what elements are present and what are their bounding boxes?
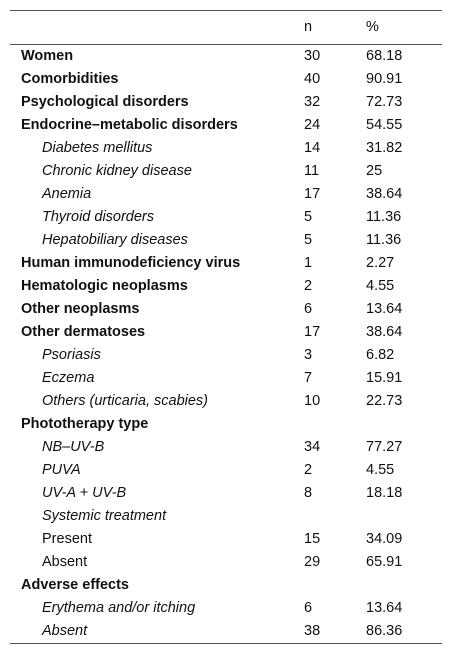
row-label-cell: NB–UV-B — [42, 439, 105, 455]
row-label-cell: Systemic treatment — [42, 508, 167, 524]
table-row — [10, 160, 442, 183]
row-percent-cell: 13.64 — [366, 600, 403, 616]
row-label-cell: Phototherapy type — [21, 416, 149, 432]
row-n-cell: 30 — [304, 48, 321, 64]
row-label-cell: Chronic kidney disease — [42, 163, 192, 179]
row-label-cell: Other neoplasms — [21, 301, 140, 317]
row-label-cell: Other dermatoses — [21, 324, 146, 340]
table-row — [10, 137, 442, 160]
row-percent-cell: 38.64 — [366, 186, 403, 202]
row-n-cell: 17 — [304, 324, 321, 340]
header-percent-cell: % — [366, 19, 379, 35]
table-row — [10, 620, 442, 643]
row-percent-cell: 13.64 — [366, 301, 403, 317]
table-row — [10, 229, 442, 252]
data-table — [10, 10, 442, 644]
row-percent-cell: 68.18 — [366, 48, 403, 64]
table-row — [10, 597, 442, 620]
row-n-cell: 38 — [304, 623, 321, 639]
row-percent-cell: 31.82 — [366, 140, 403, 156]
table-row — [10, 390, 442, 413]
row-label-cell: UV-A + UV-B — [42, 485, 127, 501]
row-label-cell: Eczema — [42, 370, 95, 386]
row-percent-cell: 65.91 — [366, 554, 403, 570]
table-row — [10, 482, 442, 505]
row-n-cell: 15 — [304, 531, 321, 547]
row-label-cell: Hematologic neoplasms — [21, 278, 188, 294]
row-percent-cell: 72.73 — [366, 94, 403, 110]
table-row — [10, 528, 442, 551]
row-percent-cell: 90.91 — [366, 71, 403, 87]
row-label-cell: Others (urticaria, scabies) — [42, 393, 208, 409]
table-row — [10, 505, 442, 528]
row-label-cell: Erythema and/or itching — [42, 600, 196, 616]
row-n-cell: 17 — [304, 186, 321, 202]
row-label-cell: Hepatobiliary diseases — [42, 232, 188, 248]
table-bottom-rule — [10, 643, 442, 644]
row-label-cell: Absent — [42, 623, 88, 639]
table-row — [10, 551, 442, 574]
row-n-cell: 5 — [304, 209, 313, 225]
row-percent-cell: 38.64 — [366, 324, 403, 340]
row-n-cell: 6 — [304, 301, 313, 317]
row-label-cell: Human immunodeficiency virus — [21, 255, 241, 271]
header-n-cell: n — [304, 19, 313, 35]
row-n-cell: 8 — [304, 485, 313, 501]
table-row — [10, 344, 442, 367]
row-percent-cell: 11.36 — [366, 209, 402, 225]
row-percent-cell: 22.73 — [366, 393, 403, 409]
row-label-cell: Adverse effects — [21, 577, 129, 593]
table-row — [10, 114, 442, 137]
row-percent-cell: 18.18 — [366, 485, 403, 501]
row-n-cell: 29 — [304, 554, 321, 570]
row-label-cell: Comorbidities — [21, 71, 119, 87]
table-row — [10, 459, 442, 482]
table-row — [10, 45, 442, 68]
table-row — [10, 206, 442, 229]
row-label-cell: Women — [21, 48, 74, 64]
row-n-cell: 11 — [304, 163, 320, 179]
row-n-cell: 32 — [304, 94, 321, 110]
table-row — [10, 298, 442, 321]
table-row — [10, 68, 442, 91]
row-percent-cell: 34.09 — [366, 531, 403, 547]
row-label-cell: Diabetes mellitus — [42, 140, 153, 156]
row-n-cell: 5 — [304, 232, 313, 248]
row-percent-cell: 77.27 — [366, 439, 403, 455]
row-n-cell: 6 — [304, 600, 313, 616]
row-percent-cell: 54.55 — [366, 117, 403, 133]
table-header-row — [10, 11, 442, 44]
row-n-cell: 7 — [304, 370, 313, 386]
row-label-cell: Anemia — [42, 186, 92, 202]
table-row — [10, 252, 442, 275]
row-percent-cell: 15.91 — [366, 370, 403, 386]
row-n-cell: 1 — [304, 255, 313, 271]
row-percent-cell: 25 — [366, 163, 383, 179]
table-row — [10, 574, 442, 597]
row-label-cell: Psoriasis — [42, 347, 101, 363]
row-n-cell: 2 — [304, 278, 313, 294]
table-row — [10, 436, 442, 459]
row-label-cell: Endocrine–metabolic disorders — [21, 117, 238, 133]
table-body — [10, 45, 442, 643]
row-percent-cell: 4.55 — [366, 278, 395, 294]
row-n-cell: 24 — [304, 117, 321, 133]
table-row — [10, 91, 442, 114]
table-row — [10, 367, 442, 390]
row-label-cell: Present — [42, 531, 92, 547]
row-n-cell: 14 — [304, 140, 321, 156]
row-n-cell: 10 — [304, 393, 321, 409]
table-row — [10, 183, 442, 206]
table-row — [10, 275, 442, 298]
row-percent-cell: 11.36 — [366, 232, 402, 248]
row-n-cell: 34 — [304, 439, 321, 455]
row-label-cell: Thyroid disorders — [42, 209, 155, 225]
row-percent-cell: 2.27 — [366, 255, 395, 271]
row-percent-cell: 4.55 — [366, 462, 395, 478]
row-percent-cell: 6.82 — [366, 347, 395, 363]
table-row — [10, 321, 442, 344]
row-percent-cell: 86.36 — [366, 623, 403, 639]
row-label-cell: Absent — [42, 554, 88, 570]
row-label-cell: Psychological disorders — [21, 94, 189, 110]
row-n-cell: 40 — [304, 71, 321, 87]
table-row — [10, 413, 442, 436]
row-n-cell: 3 — [304, 347, 313, 363]
row-n-cell: 2 — [304, 462, 313, 478]
row-label-cell: PUVA — [42, 462, 81, 478]
